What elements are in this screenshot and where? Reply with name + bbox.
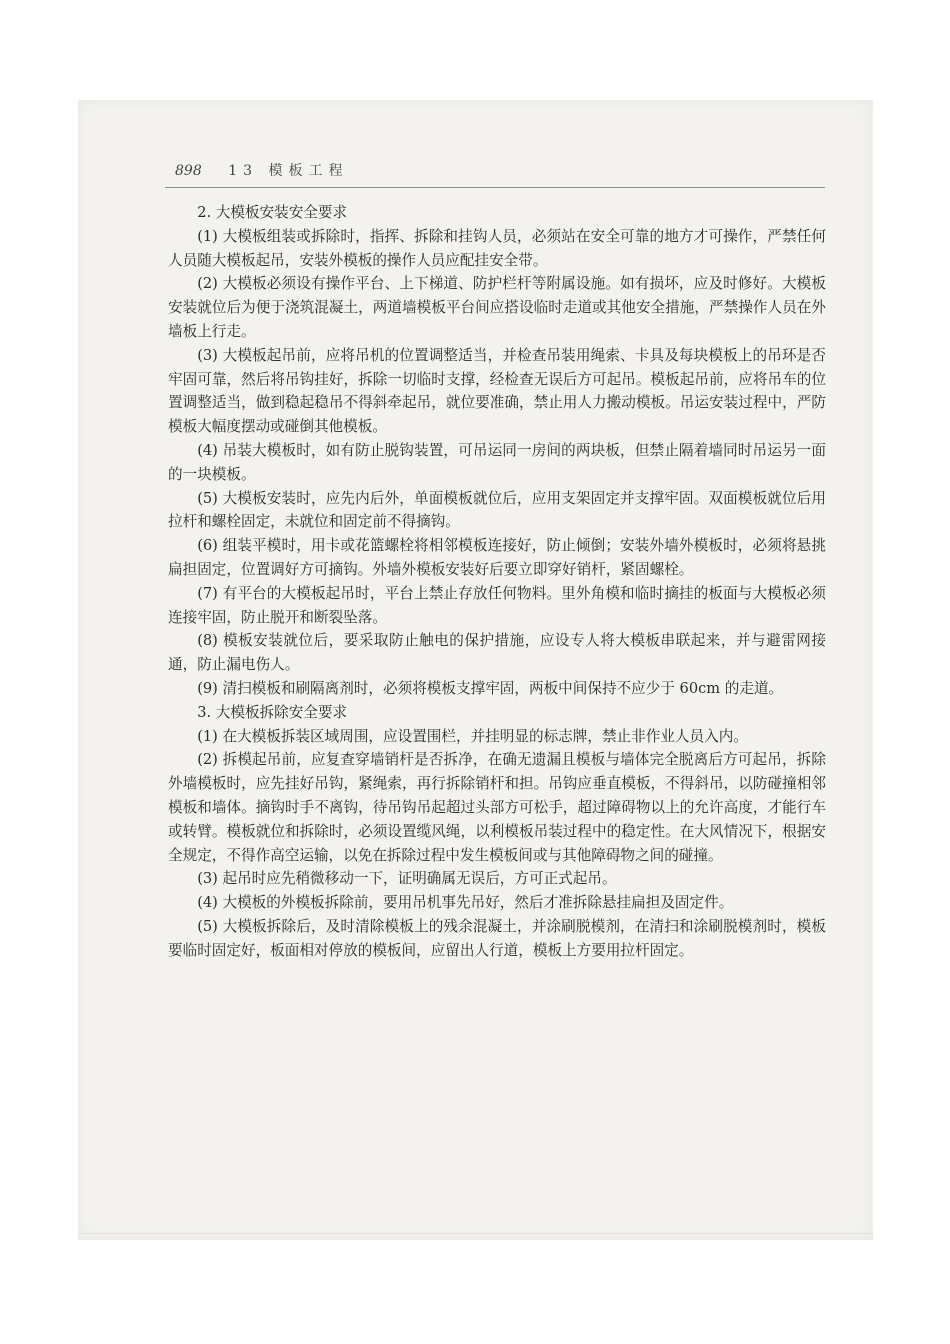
paragraph: (5) 大模板拆除后，及时清除模板上的残余混凝土，并涂刷脱模剂，在清扫和涂刷脱模剂时，模板要临时固定好，板面相对停放的模板间，应留出人行道，模板上方要用拉杆固定。 <box>168 917 826 959</box>
chapter-title: 13 模板工程 <box>228 163 349 179</box>
paragraph: (1) 大模板组装或拆除时，指挥、拆除和挂钩人员，必须站在安全可靠的地方才可操作，严禁任何人员随大模板起吊，安装外模板的操作人员应配挂安全带。 <box>168 227 826 269</box>
paragraph: (5) 大模板安装时，应先内后外，单面模板就位后，应用支架固定并支撑牢固。双面模板就位后用拉杆和螺栓固定，未就位和固定前不得摘钩。 <box>168 489 826 531</box>
page-bottom-edge <box>78 1233 873 1234</box>
paragraph: (3) 大模板起吊前，应将吊机的位置调整适当，并检查吊装用绳索、卡具及每块模板上的吊环是否牢固可靠，然后将吊钩挂好，拆除一切临时支撑，经检查无误后方可起吊。模板起吊前，应将吊车的位置调整适当，做到稳起稳吊不得斜牵起吊，就位要准确，禁止用人力搬动模板。吊运安装过程中，严防模板大幅度摆动或碰倒其他模板。 <box>168 346 826 436</box>
paragraph: (7) 有平台的大模板起吊时，平台上禁止存放任何物料。里外角模和临时摘挂的板面与大模板必须连接牢固，防止脱开和断裂坠落。 <box>168 584 826 626</box>
page-number: 898 <box>175 163 202 179</box>
section-heading-removal: 3. 大模板拆除安全要求 <box>197 703 348 721</box>
paragraph: (1) 在大模板拆装区域周围，应设置围栏，并挂明显的标志牌，禁止非作业人员入内。 <box>197 727 748 745</box>
section-heading-install: 2. 大模板安装安全要求 <box>197 204 348 221</box>
paragraph: (4) 吊装大模板时，如有防止脱钩装置，可吊运同一房间的两块板，但禁止隔着墙同时吊运另一面的一块模板。 <box>168 441 826 483</box>
paragraph: (9) 清扫模板和刷隔离剂时，必须将模板支撑牢固，两板中间保持不应少于 60cm 的走道。 <box>197 679 784 697</box>
paragraph: (6) 组装平模时，用卡或花篮螺栓将相邻模板连接好，防止倾倒；安装外墙外模板时，必须将悬挑扁担固定，位置调好方可摘钩。外墙外模板安装好后要立即穿好销杆，紧固螺栓。 <box>168 537 826 578</box>
paragraph: (8) 模板安装就位后，要采取防止触电的保护措施，应设专人将大模板串联起来，并与避雷网接通，防止漏电伤人。 <box>168 632 826 674</box>
paragraph: (4) 大模板的外模板拆除前，要用吊机事先吊好，然后才准拆除悬挂扁担及固定件。 <box>197 894 734 912</box>
paragraph: (2) 大模板必须设有操作平台、上下梯道、防护栏杆等附属设施。如有损坏，应及时修好。大模板安装就位后为便于浇筑混凝土，两道墙模板平台间应搭设临时走道或其他安全措施，严禁操作人员在外墙板上行走。 <box>168 275 826 340</box>
page-body <box>168 201 826 963</box>
paragraph: (2) 拆模起吊前，应复查穿墙销杆是否拆净，在确无遗漏且模板与墙体完全脱离后方可起吊，拆除外墙模板时，应先挂好吊钩，紧绳索，再行拆除销杆和担。吊钩应垂直模板，不得斜吊，以防碰撞相邻模板和墙体。摘钩时手不离钩，待吊钩吊起超过头部方可松手，超过障碍物以上的允许高度，才能行车或转臂。模板就位和拆除时，必须设置缆风绳，以利模板吊装过程中的稳定性。在大风情况下，根据安全规定，不得作高空运输，以免在拆除过程中发生模板间或与其他障碍物之间的碰撞。 <box>168 751 826 864</box>
header-divider <box>165 187 825 188</box>
paragraph: (3) 起吊时应先稍微移动一下，证明确属无误后，方可正式起吊。 <box>197 870 617 888</box>
page-header <box>175 160 825 186</box>
